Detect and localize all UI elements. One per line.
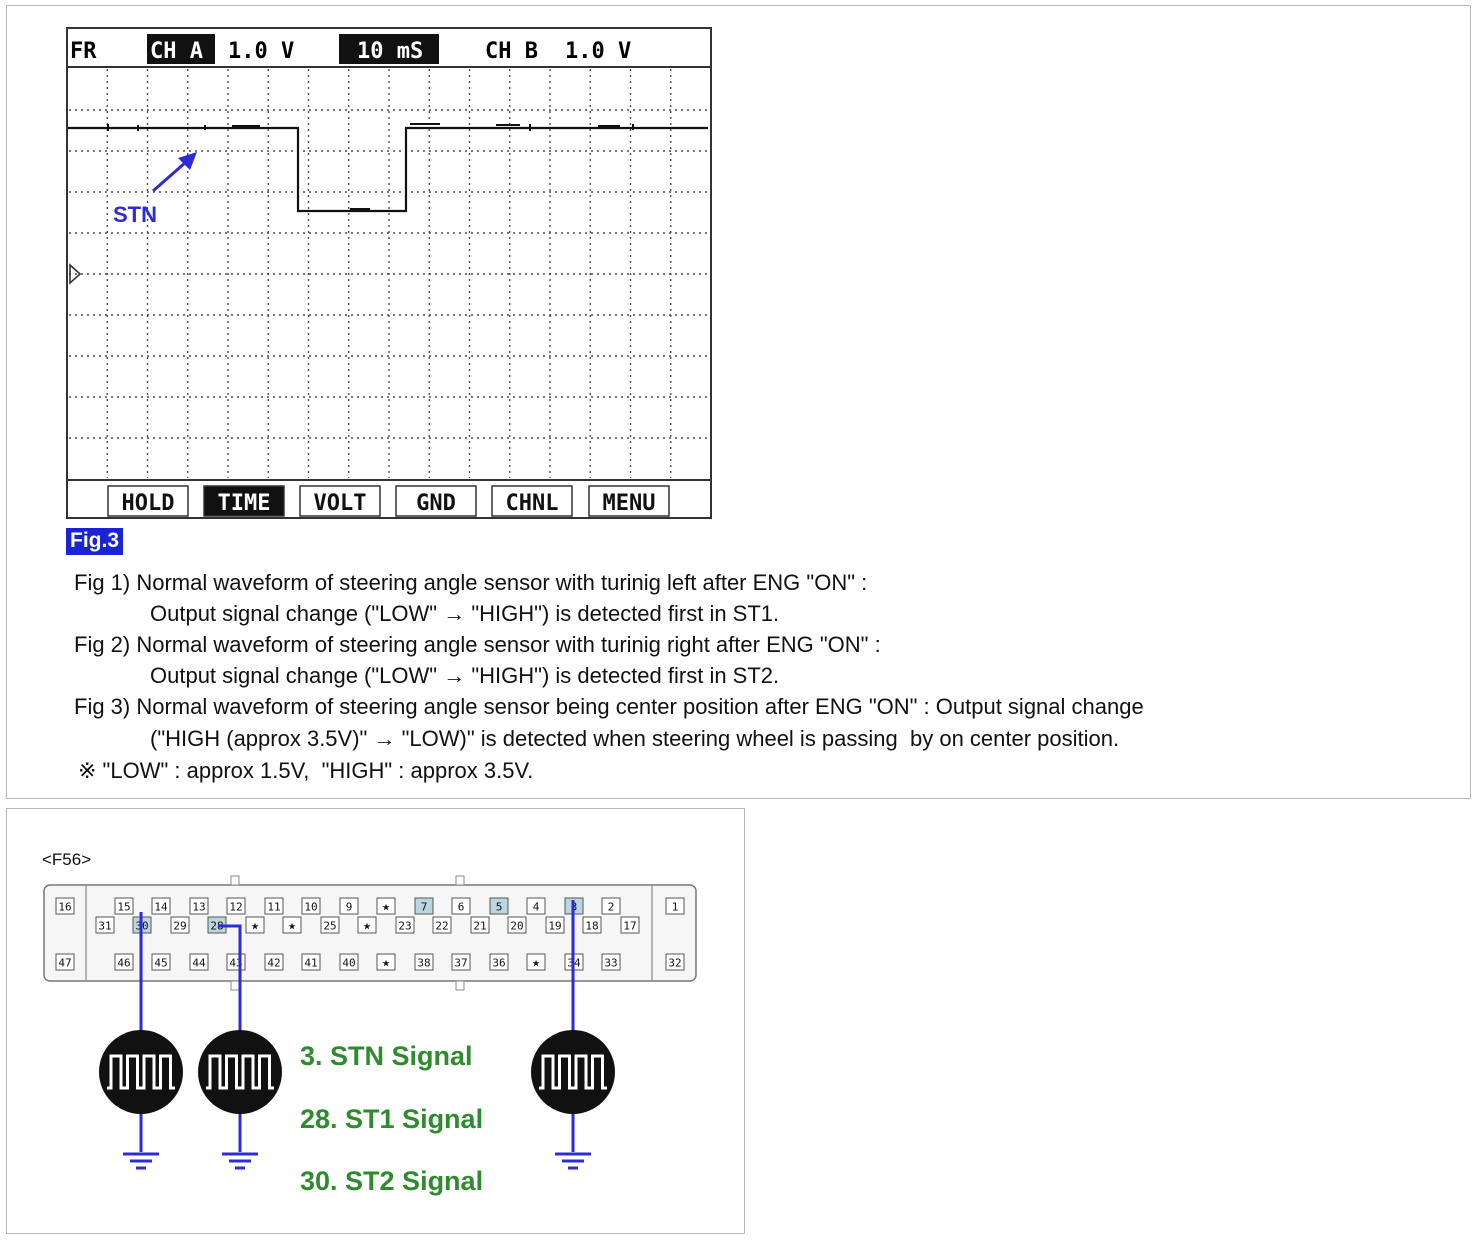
scope-button-hold[interactable] <box>108 486 188 516</box>
cha-scale: 1.0 V <box>228 39 295 64</box>
pin-40 <box>340 954 358 970</box>
ground-icon <box>123 1154 159 1168</box>
svg-text:43: 43 <box>229 956 243 970</box>
pin-25 <box>321 917 339 933</box>
svg-text:★: ★ <box>251 918 259 934</box>
svg-text:34: 34 <box>567 956 581 970</box>
svg-text:30: 30 <box>135 919 149 933</box>
pin-13 <box>190 898 208 914</box>
svg-text:3: 3 <box>570 900 578 914</box>
svg-text:14: 14 <box>154 900 168 914</box>
pin-1 <box>666 898 684 914</box>
svg-text:13: 13 <box>192 900 206 914</box>
svg-text:5: 5 <box>495 900 503 914</box>
signal-generator-icon <box>99 1030 183 1114</box>
svg-text:46: 46 <box>117 956 131 970</box>
scope-button-time[interactable] <box>204 486 284 516</box>
pin-33 <box>602 954 620 970</box>
pin-star <box>377 954 395 971</box>
desc-note: ※ "LOW" : approx 1.5V, "HIGH" : approx 3.5V. <box>78 758 534 783</box>
svg-text:20: 20 <box>510 919 524 933</box>
scope-button-chnl[interactable] <box>492 486 572 516</box>
ground-icon <box>555 1154 591 1168</box>
desc-line-1: Fig 1) Normal waveform of steering angle sensor with turinig left after ENG "ON" : <box>74 570 868 595</box>
svg-text:1: 1 <box>671 900 679 914</box>
svg-text:36: 36 <box>492 956 506 970</box>
svg-text:GND: GND <box>416 491 456 516</box>
pin-19 <box>546 917 564 933</box>
pin-star <box>527 954 545 971</box>
scope-button-gnd[interactable] <box>396 486 476 516</box>
svg-text:41: 41 <box>304 956 318 970</box>
svg-text:42: 42 <box>267 956 281 970</box>
svg-text:44: 44 <box>192 956 206 970</box>
desc-line-2: Output signal change ("LOW" → "HIGH") is detected first in ST1. <box>150 601 780 626</box>
pin-6 <box>452 898 470 914</box>
pin-4 <box>527 898 545 914</box>
timebase: 10 mS <box>357 39 424 64</box>
svg-text:17: 17 <box>623 919 637 933</box>
svg-text:37: 37 <box>454 956 468 970</box>
ground-icon <box>222 1154 258 1168</box>
pin-47 <box>56 954 74 970</box>
signal-label-st1: 28. ST1 Signal <box>300 1104 484 1134</box>
pin-42 <box>265 954 283 970</box>
svg-text:★: ★ <box>532 955 540 971</box>
svg-text:38: 38 <box>417 956 431 970</box>
pin-2 <box>602 898 620 914</box>
svg-text:18: 18 <box>585 919 599 933</box>
scope-button-menu[interactable] <box>589 486 669 516</box>
svg-text:11: 11 <box>267 900 281 914</box>
pin-32 <box>666 954 684 970</box>
pin-12 <box>227 898 245 914</box>
pin-16 <box>56 898 74 914</box>
pin-36 <box>490 954 508 970</box>
pin-45 <box>152 954 170 970</box>
pin-44 <box>190 954 208 970</box>
pin-17 <box>621 917 639 933</box>
svg-text:10: 10 <box>304 900 318 914</box>
svg-text:TIME: TIME <box>217 491 271 516</box>
svg-text:29: 29 <box>173 919 187 933</box>
svg-text:45: 45 <box>154 956 168 970</box>
svg-text:9: 9 <box>345 900 353 914</box>
scope-mode: FR <box>70 39 97 64</box>
signal-label-stn: 3. STN Signal <box>300 1041 473 1071</box>
cha-label: CH A <box>150 39 203 64</box>
signal-generator-icon <box>531 1030 615 1114</box>
svg-text:7: 7 <box>420 900 428 914</box>
signal-generator-icon <box>198 1030 282 1114</box>
svg-text:VOLT: VOLT <box>313 491 367 516</box>
pin-20 <box>508 917 526 933</box>
svg-text:★: ★ <box>382 899 390 915</box>
signal-label-st2: 30. ST2 Signal <box>300 1166 484 1196</box>
pin-9 <box>340 898 358 914</box>
pin-23 <box>396 917 414 933</box>
connector-name: <F56> <box>42 850 92 869</box>
svg-text:21: 21 <box>473 919 487 933</box>
pin-10 <box>302 898 320 914</box>
pin-31 <box>96 917 114 933</box>
svg-text:32: 32 <box>668 956 682 970</box>
pin-star <box>283 917 301 934</box>
pin-37 <box>452 954 470 970</box>
scope-button-volt[interactable] <box>300 486 380 516</box>
svg-text:23: 23 <box>398 919 412 933</box>
pin-43 <box>227 954 245 970</box>
svg-text:★: ★ <box>288 918 296 934</box>
svg-text:4: 4 <box>532 900 540 914</box>
pin-star <box>377 898 395 915</box>
svg-text:12: 12 <box>229 900 243 914</box>
pin-7 <box>415 898 433 914</box>
svg-text:MENU: MENU <box>602 491 656 516</box>
svg-text:★: ★ <box>363 918 371 934</box>
svg-text:16: 16 <box>58 900 72 914</box>
svg-text:31: 31 <box>98 919 112 933</box>
desc-line-3: Fig 2) Normal waveform of steering angle sensor with turinig right after ENG "ON" : <box>74 632 881 657</box>
pin-46 <box>115 954 133 970</box>
svg-text:22: 22 <box>435 919 449 933</box>
pin-15 <box>115 898 133 914</box>
svg-text:33: 33 <box>604 956 618 970</box>
pin-29 <box>171 917 189 933</box>
connector-diagram <box>0 820 760 1240</box>
chb-label: CH B <box>485 39 538 64</box>
chb-scale: 1.0 V <box>565 39 632 64</box>
pin-14 <box>152 898 170 914</box>
pin-41 <box>302 954 320 970</box>
svg-text:19: 19 <box>548 919 562 933</box>
desc-line-4: Output signal change ("LOW" → "HIGH") is detected first in ST2. <box>150 663 780 688</box>
pin-22 <box>433 917 451 933</box>
svg-text:25: 25 <box>323 919 337 933</box>
desc-line-6: ("HIGH (approx 3.5V)" → "LOW)" is detected when steering wheel is passing by on center position. <box>150 726 1120 751</box>
pin-star <box>246 917 264 934</box>
pin-star <box>358 917 376 934</box>
pin-18 <box>583 917 601 933</box>
desc-line-5: Fig 3) Normal waveform of steering angle sensor being center position after ENG "ON" : Output signal change <box>74 694 1144 719</box>
pin-38 <box>415 954 433 970</box>
figure-label: Fig.3 <box>66 528 123 555</box>
svg-text:2: 2 <box>607 900 615 914</box>
svg-text:47: 47 <box>58 956 72 970</box>
stn-annotation: STN <box>113 202 157 227</box>
svg-text:★: ★ <box>382 955 390 971</box>
svg-text:6: 6 <box>457 900 465 914</box>
svg-text:28: 28 <box>210 919 224 933</box>
svg-text:HOLD: HOLD <box>121 491 175 516</box>
pin-21 <box>471 917 489 933</box>
svg-text:15: 15 <box>117 900 131 914</box>
svg-text:40: 40 <box>342 956 356 970</box>
svg-text:CHNL: CHNL <box>505 491 559 516</box>
pin-5 <box>490 898 508 914</box>
pin-11 <box>265 898 283 914</box>
